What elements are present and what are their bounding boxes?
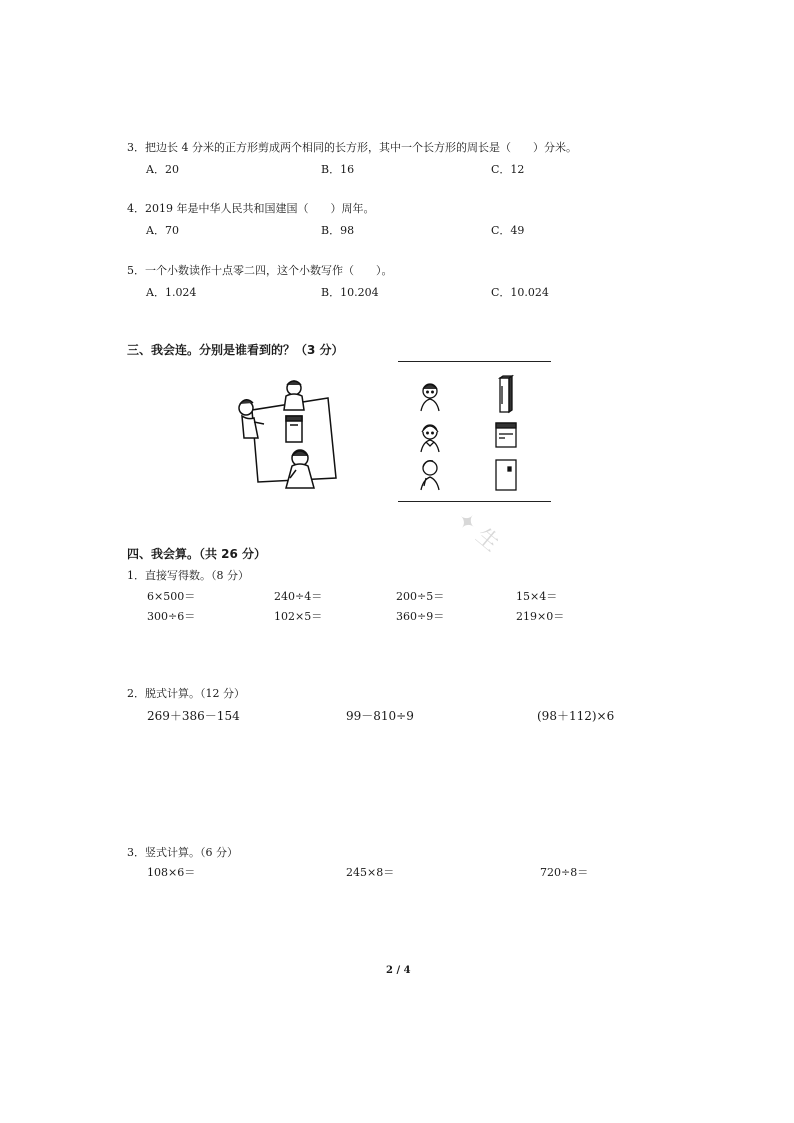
match-panel-top-rule: [398, 361, 551, 362]
question-4-option-a: A．70: [146, 224, 179, 237]
question-5-option-b: B．10.204: [321, 286, 379, 299]
question-5-stem: 5．一个小数读作十点零二四，这个小数写作（ ）。: [127, 264, 393, 277]
step-calc-3: (98＋112)×6: [537, 709, 615, 723]
watermark: ✦ 生: [451, 507, 504, 557]
oral-calc-6: 102×5＝: [274, 610, 323, 623]
section-3-title: 三、我会连。分别是谁看到的？（3 分）: [127, 343, 344, 357]
step-calc-2: 99－810÷9: [346, 709, 414, 723]
section-4-part-2-title: 2．脱式计算。（12 分）: [127, 687, 245, 700]
oral-calc-2: 240÷4＝: [274, 590, 323, 603]
question-3-option-c: C．12: [491, 163, 525, 176]
section-4-part-3-title: 3．竖式计算。（6 分）: [127, 846, 238, 859]
match-panel-bottom-rule: [398, 501, 551, 502]
box-back-view-icon[interactable]: [495, 459, 517, 491]
oral-calc-4: 15×4＝: [516, 590, 558, 603]
question-4-option-c: C．49: [491, 224, 525, 237]
question-3-option-b: B．16: [321, 163, 355, 176]
box-front-view-icon[interactable]: [495, 422, 517, 448]
question-3-option-a: A．20: [146, 163, 179, 176]
oral-calc-8: 219×0＝: [516, 610, 565, 623]
question-5-option-a: A．1.024: [146, 286, 197, 299]
question-4-option-b: B．98: [321, 224, 355, 237]
question-5-option-c: C．10.024: [491, 286, 549, 299]
box-side-view-icon[interactable]: [499, 376, 513, 414]
vertical-calc-2: 245×8＝: [346, 866, 395, 879]
section-4-title: 四、我会算。（共 26 分）: [127, 547, 267, 561]
oral-calc-1: 6×500＝: [147, 590, 196, 603]
oral-calc-3: 200÷5＝: [396, 590, 445, 603]
table-scene-illustration: [236, 378, 346, 493]
question-4-stem: 4．2019 年是中华人民共和国建国（ ）周年。: [127, 202, 375, 215]
vertical-calc-3: 720÷8＝: [540, 866, 589, 879]
page-number: 2 / 4: [386, 965, 411, 976]
child-face-icon-1[interactable]: [418, 381, 442, 411]
vertical-calc-1: 108×6＝: [147, 866, 196, 879]
child-face-icon-2[interactable]: [418, 422, 442, 452]
child-face-icon-3[interactable]: [418, 458, 442, 490]
oral-calc-7: 360÷9＝: [396, 610, 445, 623]
section-4-part-1-title: 1．直接写得数。（8 分）: [127, 569, 249, 582]
oral-calc-5: 300÷6＝: [147, 610, 196, 623]
question-3-stem: 3．把边长 4 分米的正方形剪成两个相同的长方形，其中一个长方形的周长是（ ）分米。: [127, 141, 577, 154]
step-calc-1: 269＋386－154: [147, 709, 240, 723]
